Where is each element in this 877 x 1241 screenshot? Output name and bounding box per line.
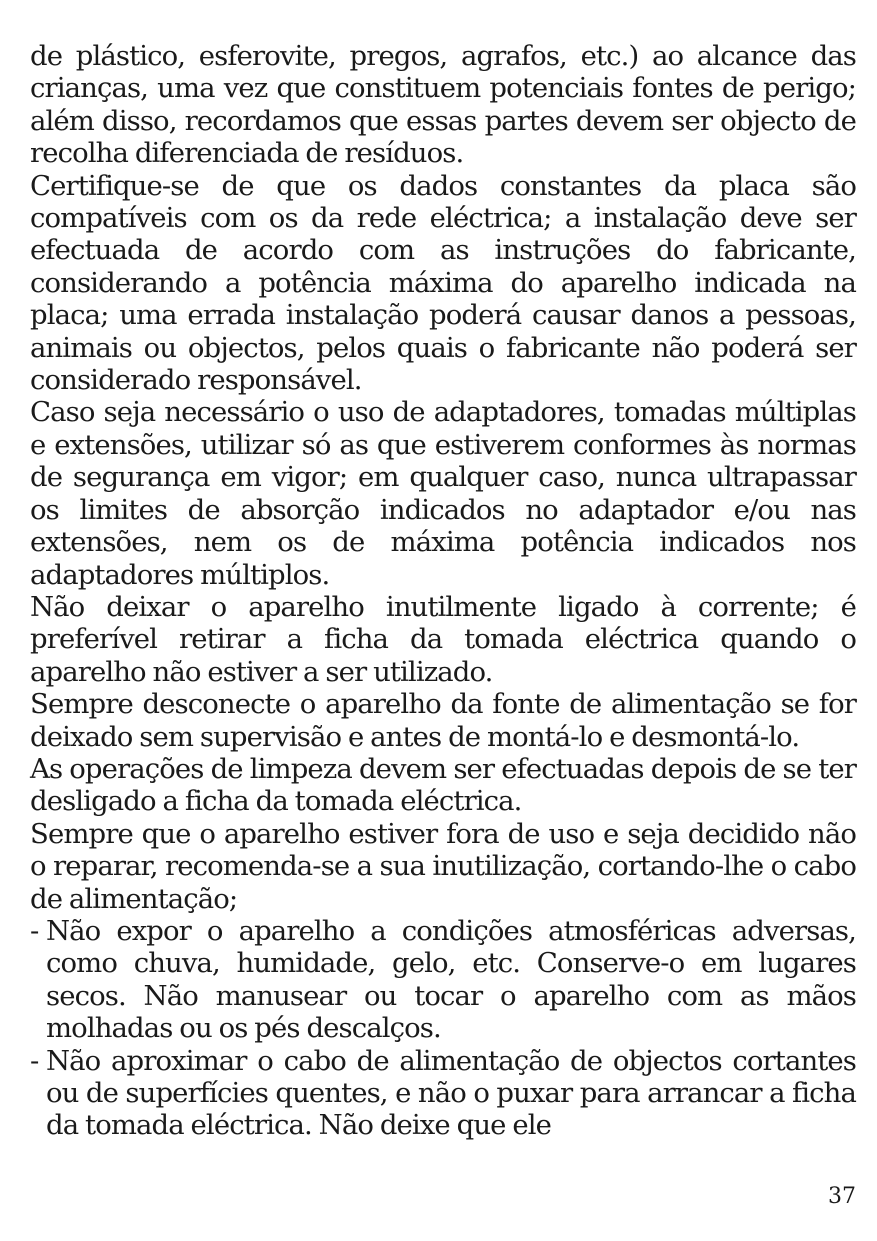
- paragraph-adapters: Caso seja necessário o uso de adaptadores, tomadas múltiplas e extensões, utilizar só as que estiverem conformes às normas de segurança em vigor; em qualquer caso, nunca ultrapassar os limites de absorção indicados no adaptador e/ou nas extensões, nem os de máxima potência indicados nos adaptadores múltiplos.: [30, 396, 856, 591]
- page-content: [30, 40, 856, 1215]
- bullet-mark: -: [30, 914, 39, 947]
- list-item: [30, 915, 856, 1045]
- paragraph-disposal: Sempre que o aparelho estiver fora de uso e seja decidido não o reparar, recomenda-se a sua inutilização, cortando-lhe o cabo de alimentação;: [30, 817, 856, 915]
- page-number: 37: [828, 1184, 856, 1209]
- paragraph-cleaning: As operações de limpeza devem ser efectuadas depois de se ter desligado a ficha da tomada eléctrica.: [30, 752, 856, 818]
- paragraph-packaging-hazard: de plástico, esferovite, pregos, agrafos, etc.) ao alcance das crianças, uma vez que constituem potenciais fontes de perigo; além disso, recordamos que essas partes devem ser objecto de recolha diferenciada de resíduos.: [30, 40, 856, 170]
- paragraph-installation: Certifique-se de que os dados constantes da placa são compatíveis com os da rede eléctrica; a instalação deve ser efectuada de acordo com as instruções do fabricante, considerando a potência máxima do aparelho indicada na placa; uma errada instalação poderá causar danos a pessoas, animais ou objectos, pelos quais o fabricante não poderá ser considerado responsável.: [30, 169, 856, 397]
- paragraph-unplug: Não deixar o aparelho inutilmente ligado à corrente; é preferível retirar a ficha da tomada eléctrica quando o aparelho não estiver a ser utilizado.: [30, 590, 856, 688]
- list-item: [30, 1045, 856, 1142]
- bullet-text-weather: Não expor o aparelho a condições atmosféricas adversas, como chuva, humidade, gelo, etc. Conserve-o em lugares secos. Não manusear ou tocar o aparelho com as mãos molhadas ou os pés descalços.: [46, 914, 856, 1045]
- bullet-mark: -: [30, 1044, 39, 1077]
- bullet-text-cable: Não aproximar o cabo de alimentação de objectos cortantes ou de superfícies quentes, e não o puxar para arrancar a ficha da tomada eléctrica. Não deixe que ele: [46, 1044, 856, 1142]
- paragraph-disconnect: Sempre desconecte o aparelho da fonte de alimentação se for deixado sem supervisão e antes de montá-lo e desmontá-lo.: [30, 688, 856, 753]
